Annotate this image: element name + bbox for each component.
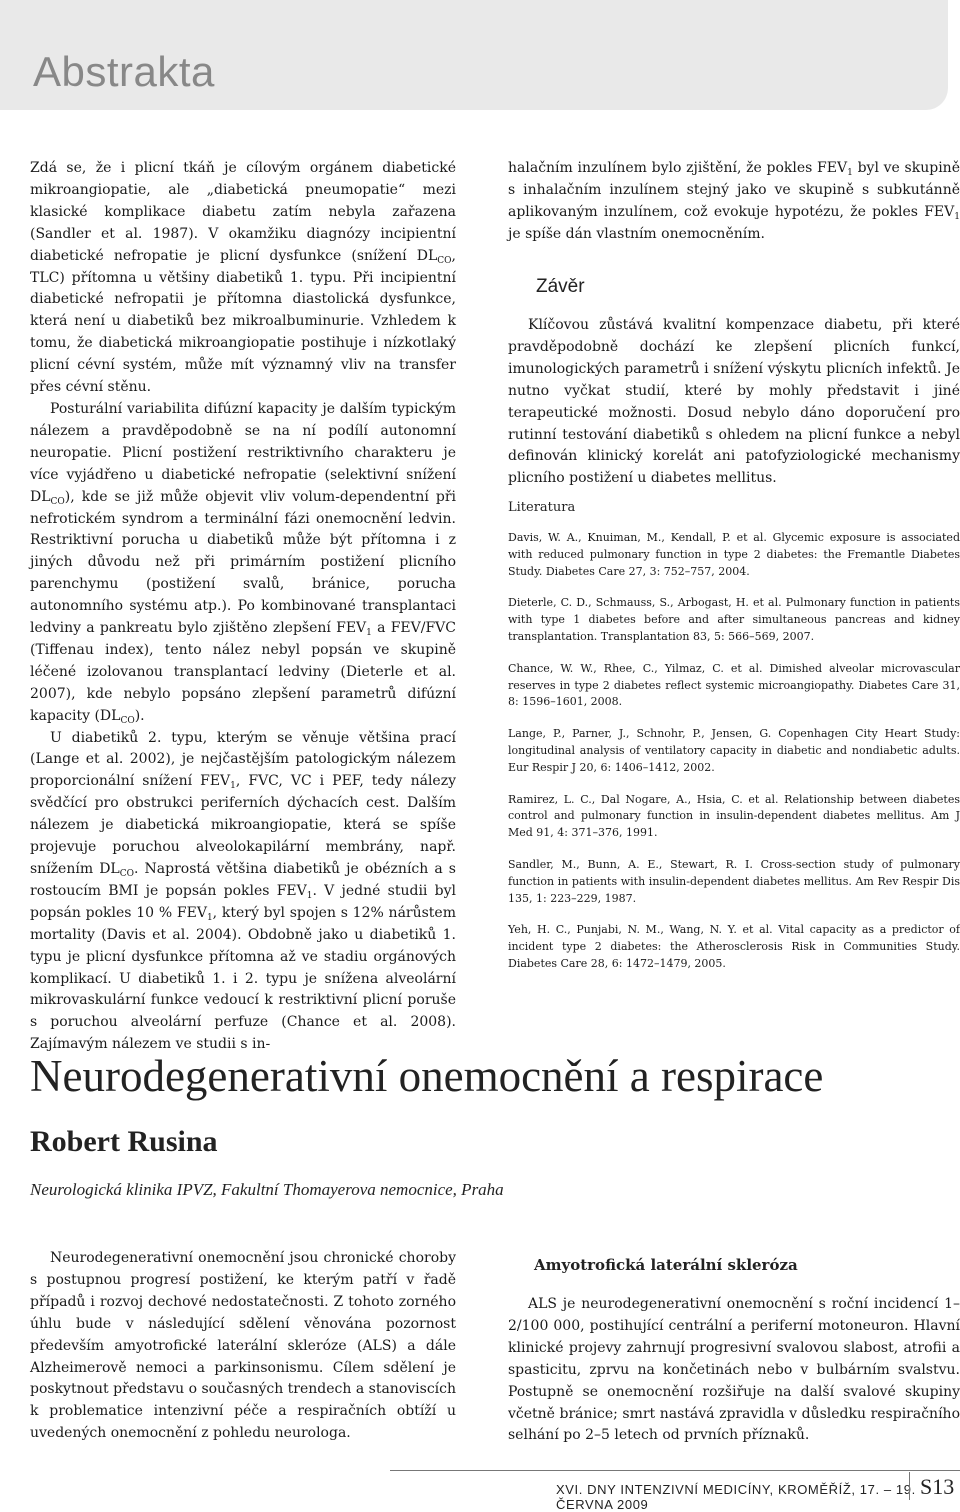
conclusion-heading: Závěr <box>536 276 585 297</box>
page-number: S13 <box>920 1474 955 1499</box>
als-heading: Amyotrofická laterální skleróza <box>534 1256 798 1274</box>
conclusion-text-block <box>508 315 960 490</box>
paragraph-2: Posturální variabilita difúzní kapacity je dalším typickým nálezem a pravděpodobně se na ní podílí autonomní neuropatie. Plicní postižení restriktivního charakteru je více vyjádřeno u diabetické nefropatie (selektivní snížení $DL_{CO}$), kde se již může objevit vliv volum-dependentní při nefrotickém syndrom a terminální fázi onemocnění ledvin. Restriktivní porucha u diabetiků může být přítomna i z jiných důvodu než při primárním postižení plicního parenchymu (postižení svalů, bránice, porucha autonomního systému atp.). Po kombinované transplantaci ledviny a pankreatu bylo zjištěno zlepšení $FEV_1$ a FEV/FVC (Tiffenau index), tento nález nebyl popsán ve skupině léčené izolovanou transplantací ledviny (Dieterle et al. 2007), kde nebylo popsáno zlepšení parametrů difúzní kapacity $(DL_{CO})$. <box>30 400 457 726</box>
reference-item: Lange, P., Parner, J., Schnohr, P., Jensen, G. Copenhagen City Heart Study: longitudinal analysis of ventilatory capacity in diabetic and nondiabetic adults. Eur Respir J 20, 6: 1406–1412, 2002. <box>508 727 960 774</box>
article2-left-column <box>30 1248 456 1445</box>
article2-intro: Neurodegenerativní onemocnění jsou chronické choroby s postupnou progresí postižení, ke kterým patří v řadě případů i rozvoj dechové nedostatečnosti. Z tohoto zorného úhlu bude v následující sdělení věnována pozornost především amyotrofické laterální skleróze (ALS) a dále Alzheimerově nemoci a parkinsonismu. Cílem sdělení je poskytnout představu o současných trendech a stanoviscích k problematice intenzivní péče a respiračních obtíží u uvedených onemocnění z pohledu neurologa. <box>30 1250 457 1442</box>
page-footer <box>0 1470 960 1512</box>
reference-item: Chance, W. W., Rhee, C., Yilmaz, C. et al. Dimished alveolar microvascular reserves in type 2 diabetes reflect systemic microangiopathy. Diabetes Care 31, 8: 1596–1601, 2008. <box>508 661 960 709</box>
footer-conference: XVI. DNY INTENZIVNÍ MEDICÍNY, KROMĚŘÍŽ, 17. – 19. ČERVNA 2009 <box>556 1482 916 1512</box>
reference-list <box>508 530 960 988</box>
als-text: ALS je neurodegenerativní onemocnění s roční incidencí 1–2/100 000, postihující centrální a periferní motoneuron. Hlavní klinické projevy zahrnují progresivní svalovou slabost, atrofii a spasticitu, zprvu na končetinách nebo v bulbárním svalstvu. Postupně se onemocnění rozšiřuje na další svalové skupiny včetně bránice; smrt nastává zpravidla v důsledku respiračního selhání po 2–5 letech od prvních příznaků. <box>508 1296 960 1444</box>
article2-affiliation: Neurologická klinika IPVZ, Fakultní Thomayerova nemocnice, Praha <box>30 1180 504 1199</box>
footer-rule <box>390 1470 960 1471</box>
paragraph-continuation: halačním inzulínem bylo zjištění, že pokles $FEV_1$ byl ve skupině s inhalačním inzulínem stejný jako ve skupině s subkutánně aplikovaným inzulínem, což evokuje hypotézu, že pokles $FEV_1$ je spíše dán vlastním onemocněním. <box>508 160 960 242</box>
article2-title: Neurodegenerativní onemocnění a respirace <box>30 1051 824 1101</box>
literature-label: Literatura <box>508 500 576 515</box>
article1-left-column <box>30 158 456 1056</box>
conclusion-text: Klíčovou zůstává kvalitní kompenzace diabetu, při které pravděpodobně dochází ke zlepšení plicních funkcí, imunologických parametrů i snížení výskytu plicních infektů. Je nutno vyčkat studií, které by mohly představit i jiné terapeutické možnosti. Dosud nebylo dáno doporučení pro rutinní testování diabetiků s ohledem na plicní funkce a nebyl definován klinický korelát ani patofyziologické mechanismy plicního postižení u diabetes mellitus. <box>508 317 960 487</box>
footer-separator <box>909 1472 910 1500</box>
section-title: Abstrakta <box>33 48 215 95</box>
reference-item: Ramirez, L. C., Dal Nogare, A., Hsia, C. et al. Relationship between diabetes control and pulmonary function in insulin-dependent diabetes mellitus. Am J Med 91, 4: 371–376, 1991. <box>508 792 960 840</box>
article1-right-column <box>508 158 960 246</box>
reference-item: Yeh, H. C., Punjabi, N. M., Wang, N. Y. et al. Vital capacity as a predictor of incident type 2 diabetes: the Atherosclerosis Risk in Communities Study. Diabetes Care 28, 6: 1472–1479, 2005. <box>508 923 960 970</box>
reference-item: Sandler, M., Bunn, A. E., Stewart, R. I. Cross-section study of pulmonary function in patients with insulin-dependent diabetes mellitus. Am Rev Respir Dis 135, 1: 223–229, 1987. <box>508 857 960 905</box>
paragraph-3: U diabetiků 2. typu, kterým se věnuje většina prací (Lange et al. 2002), je nejčastějším patologickým nálezem proporcionální snížení $FEV_1$, FVC, VC i PEF, tedy nálezy svědčící pro obstrukci periferních dýchacích cest. Dalším nálezem je diabetická mikroangiopatie, která se spíše projevuje poruchou alveolokapilární membrány, např. snížením $DL_{CO}$. Naprostá většina diabetiků je obézních a s rostoucím BMI je popsán pokles $FEV_1$. V jedné studii byl popsán pokles 10 % $FEV_1$, který byl spojen s 12% nárůstem mortality (Davis et al. 2004). Obdobně jako u diabetiků 1. typu je plicní dysfunkce přítomna až ve stadiu orgánových komplikací. U diabetiků 1. i 2. typu je snížena alveolární mikrovaskulární funkce vedoucí k restriktivní plicní poruše s poruchou alveolární perfuze (Chance et al. 2008). Zajímavým nálezem ve studii s in- <box>30 729 456 1053</box>
article2-author: Robert Rusina <box>30 1125 218 1158</box>
article2-right-column <box>508 1294 960 1447</box>
header-band <box>0 0 948 110</box>
paragraph-1: Zdá se, že i plicní tkáň je cílovým orgánem diabetické mikroangiopatie, ale „diabetická pneumopatie“ mezi klasické komplikace diabetu zatím nebyla zařazena (Sandler et al. 1987). V okamžiku diagnózy incipientní diabetické nefropatie je plicní dysfunkce (snížení $DL_{CO}$, TLC) přítomna u většiny diabetiků 1. typu. Při incipientní diabetické nefropatii je přítomna diastolická dysfunkce, která není u diabetiků bez mikroalbuminurie. Vzhledem k tomu, že diabetická mikroangiopatie postihuje i nízkotlaký plicní cévní systém, může mít významný vliv na transfer přes cévní stěnu. <box>30 160 456 396</box>
reference-item: Davis, W. A., Knuiman, M., Kendall, P. et al. Glycemic exposure is associated with reduced pulmonary function in type 2 diabetes: the Fremantle Diabetes Study. Diabetes Care 27, 3: 752–757, 2004. <box>508 531 960 578</box>
reference-item: Dieterle, C. D., Schmauss, S., Arbogast, H. et al. Pulmonary function in patients with type 1 diabetes before and after simultaneous pancreas and kidney transplantation. Transplantation 83, 5: 566–569, 2007. <box>508 596 960 643</box>
